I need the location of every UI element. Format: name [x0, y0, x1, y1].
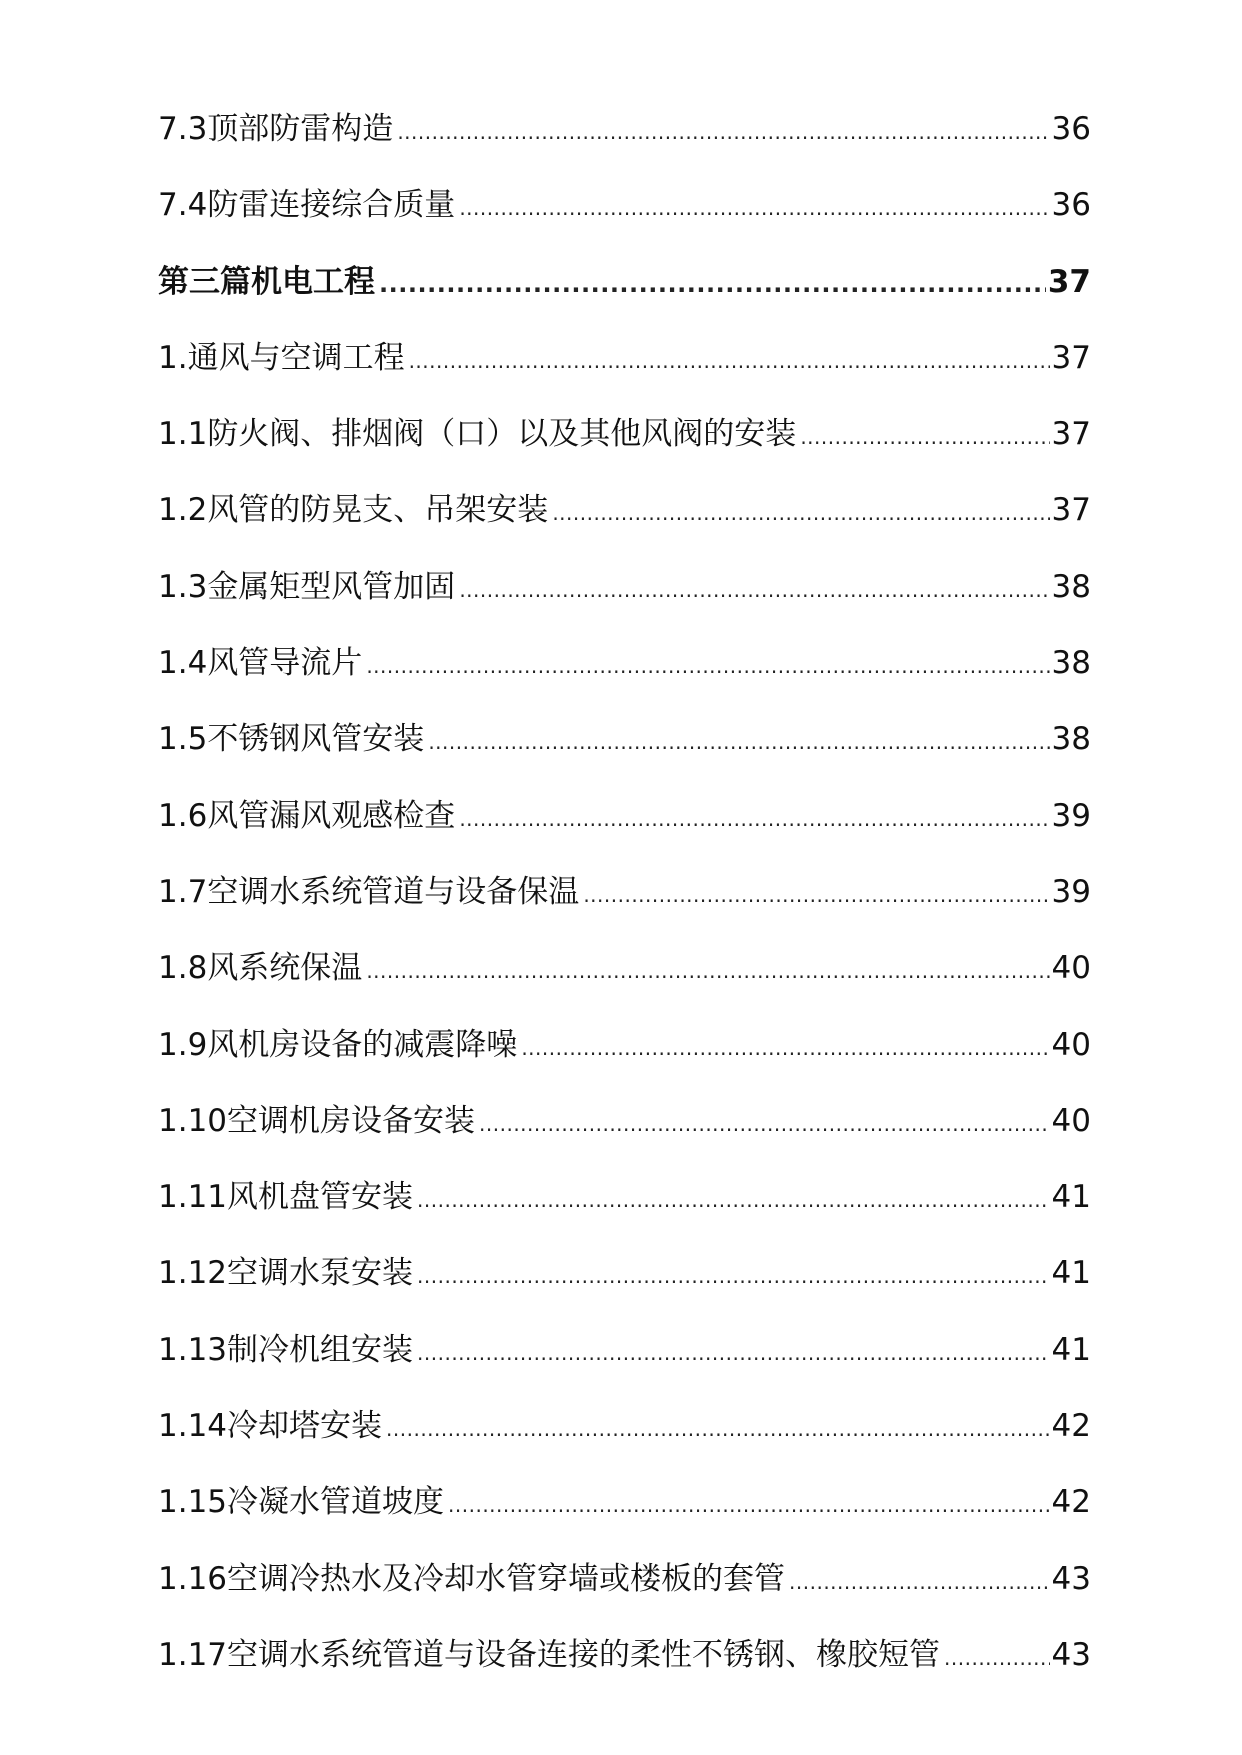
toc-entry-page-number: 40: [1051, 1102, 1091, 1139]
toc-entry-1-6[interactable]: [158, 790, 1091, 866]
toc-dot-leader: [459, 807, 1049, 831]
toc-dot-leader: [397, 120, 1049, 144]
toc-entry-title: 不锈钢风管安装: [207, 721, 425, 758]
toc-entry-number: 1.12: [158, 1255, 228, 1292]
toc-entry-title: 空调水泵安装: [227, 1255, 414, 1292]
toc-dot-leader: [479, 1112, 1050, 1136]
toc-entry-1-13[interactable]: [158, 1324, 1091, 1400]
toc-entry-1-9[interactable]: [158, 1019, 1091, 1095]
toc-entry-title: 风管导流片: [207, 645, 363, 682]
toc-entry-title: 空调机房设备安装: [227, 1102, 476, 1139]
toc-entry-number: 1.7: [158, 873, 208, 910]
toc-entry-number: 7.3: [158, 111, 208, 147]
toc-entry-number: 1.11: [158, 1179, 228, 1216]
toc-entry-page-number: 43: [1051, 1560, 1091, 1597]
toc-entry-1-8[interactable]: [158, 942, 1091, 1018]
toc-entry-page-number: 39: [1051, 797, 1091, 834]
toc-dot-leader: [459, 578, 1049, 602]
toc-dot-leader: [521, 1036, 1049, 1060]
toc-dot-leader: [409, 349, 1050, 373]
toc-entry-page-number: 41: [1051, 1179, 1091, 1216]
toc-entry-number: 1.14: [158, 1408, 228, 1445]
toc-entry-number: 1.4: [158, 645, 208, 682]
toc-entry-number: 1.: [158, 339, 188, 376]
toc-entry-title: 通风与空调工程: [187, 339, 405, 376]
toc-entry-1-3[interactable]: [158, 561, 1091, 637]
toc-dot-leader: [417, 1264, 1050, 1288]
toc-entry-page-number: 36: [1051, 111, 1091, 147]
toc-entry-number: 1.1: [158, 416, 208, 453]
toc-entry-page-number: 37: [1051, 492, 1091, 529]
toc-entry-page-number: 43: [1051, 1636, 1091, 1673]
table-of-contents: [158, 103, 1091, 1705]
toc-dot-leader: [789, 1570, 1050, 1594]
toc-entry-number: 1.17: [158, 1636, 228, 1673]
toc-dot-leader: [583, 883, 1049, 907]
toc-entry-number: 1.9: [158, 1026, 208, 1063]
toc-entry-page-number: 37: [1051, 339, 1091, 376]
toc-dot-leader: [428, 730, 1049, 754]
toc-dot-leader: [417, 1188, 1050, 1212]
toc-part-title: 机电工程: [251, 263, 375, 300]
toc-entry-title: 制冷机组安装: [227, 1331, 414, 1368]
toc-entry-number: 1.6: [158, 797, 208, 834]
toc-entry-number: 7.4: [158, 187, 208, 224]
toc-entry-page-number: 38: [1051, 721, 1091, 758]
toc-entry-title: 冷却塔安装: [227, 1408, 383, 1445]
toc-entry-number: 1.5: [158, 721, 208, 758]
toc-entry-page-number: 41: [1051, 1255, 1091, 1292]
toc-entry-title: 金属矩型风管加固: [207, 568, 456, 605]
toc-part-heading-3[interactable]: [158, 256, 1091, 332]
toc-entry-number: 1.3: [158, 568, 208, 605]
toc-entry-page-number: 39: [1051, 873, 1091, 910]
toc-dot-leader: [944, 1646, 1050, 1670]
toc-entry-number: 1.8: [158, 950, 208, 987]
toc-entry-7-3[interactable]: [158, 103, 1091, 179]
toc-entry-page-number: 38: [1051, 645, 1091, 682]
toc-entry-1-4[interactable]: [158, 637, 1091, 713]
toc-entry-1-15[interactable]: [158, 1476, 1091, 1552]
toc-dot-leader: [366, 959, 1049, 983]
toc-entry-1-17[interactable]: [158, 1629, 1091, 1705]
toc-entry-number: 1.15: [158, 1484, 228, 1521]
toc-entry-title: 空调水系统管道与设备连接的柔性不锈钢、橡胶短管: [227, 1636, 941, 1673]
toc-entry-number: 1.13: [158, 1331, 228, 1368]
toc-dot-leader: [386, 1417, 1050, 1441]
toc-dot-leader: [417, 1341, 1050, 1365]
toc-entry-title: 风机房设备的减震降噪: [207, 1026, 518, 1063]
toc-entry-1-11[interactable]: [158, 1171, 1091, 1247]
toc-entry-title: 风管漏风观感检查: [207, 797, 456, 834]
toc-entry-title: 空调水系统管道与设备保温: [207, 873, 580, 910]
toc-dot-leader: [379, 270, 1046, 298]
toc-entry-title: 风机盘管安装: [227, 1179, 414, 1216]
toc-entry-number: 1.10: [158, 1102, 228, 1139]
toc-entry-page-number: 42: [1051, 1408, 1091, 1445]
toc-entry-title: 冷凝水管道坡度: [227, 1484, 445, 1521]
toc-entry-1[interactable]: [158, 332, 1091, 408]
toc-dot-leader: [459, 196, 1049, 220]
toc-entry-page-number: 38: [1051, 568, 1091, 605]
toc-entry-1-7[interactable]: [158, 866, 1091, 942]
toc-entry-page-number: 42: [1051, 1484, 1091, 1521]
toc-entry-page-number: 40: [1051, 950, 1091, 987]
toc-entry-1-5[interactable]: [158, 713, 1091, 789]
toc-entry-title: 风管的防晃支、吊架安装: [207, 492, 549, 529]
toc-entry-1-16[interactable]: [158, 1553, 1091, 1629]
toc-dot-leader: [366, 654, 1049, 678]
toc-entry-page-number: 41: [1051, 1331, 1091, 1368]
toc-entry-1-12[interactable]: [158, 1247, 1091, 1323]
toc-entry-page-number: 40: [1051, 1026, 1091, 1063]
toc-entry-page-number: 37: [1051, 416, 1091, 453]
toc-entry-1-14[interactable]: [158, 1400, 1091, 1476]
toc-entry-7-4[interactable]: [158, 179, 1091, 255]
toc-part-label: 第三篇: [158, 263, 251, 300]
toc-entry-1-2[interactable]: [158, 484, 1091, 560]
toc-entry-title: 风系统保温: [207, 950, 363, 987]
toc-dot-leader: [552, 501, 1049, 525]
toc-entry-page-number: 36: [1051, 187, 1091, 224]
toc-entry-title: 顶部防雷构造: [207, 111, 394, 147]
toc-dot-leader: [448, 1493, 1050, 1517]
toc-entry-number: 1.2: [158, 492, 208, 529]
toc-entry-title: 空调冷热水及冷却水管穿墙或楼板的套管: [227, 1560, 786, 1597]
toc-entry-title: 防火阀、排烟阀（口）以及其他风阀的安装: [207, 416, 797, 453]
toc-entry-number: 1.16: [158, 1560, 228, 1597]
toc-entry-page-number: 37: [1047, 263, 1091, 300]
toc-entry-title: 防雷连接综合质量: [207, 187, 456, 224]
toc-entry-1-1[interactable]: [158, 408, 1091, 484]
toc-dot-leader: [800, 425, 1049, 449]
toc-entry-1-10[interactable]: [158, 1095, 1091, 1171]
